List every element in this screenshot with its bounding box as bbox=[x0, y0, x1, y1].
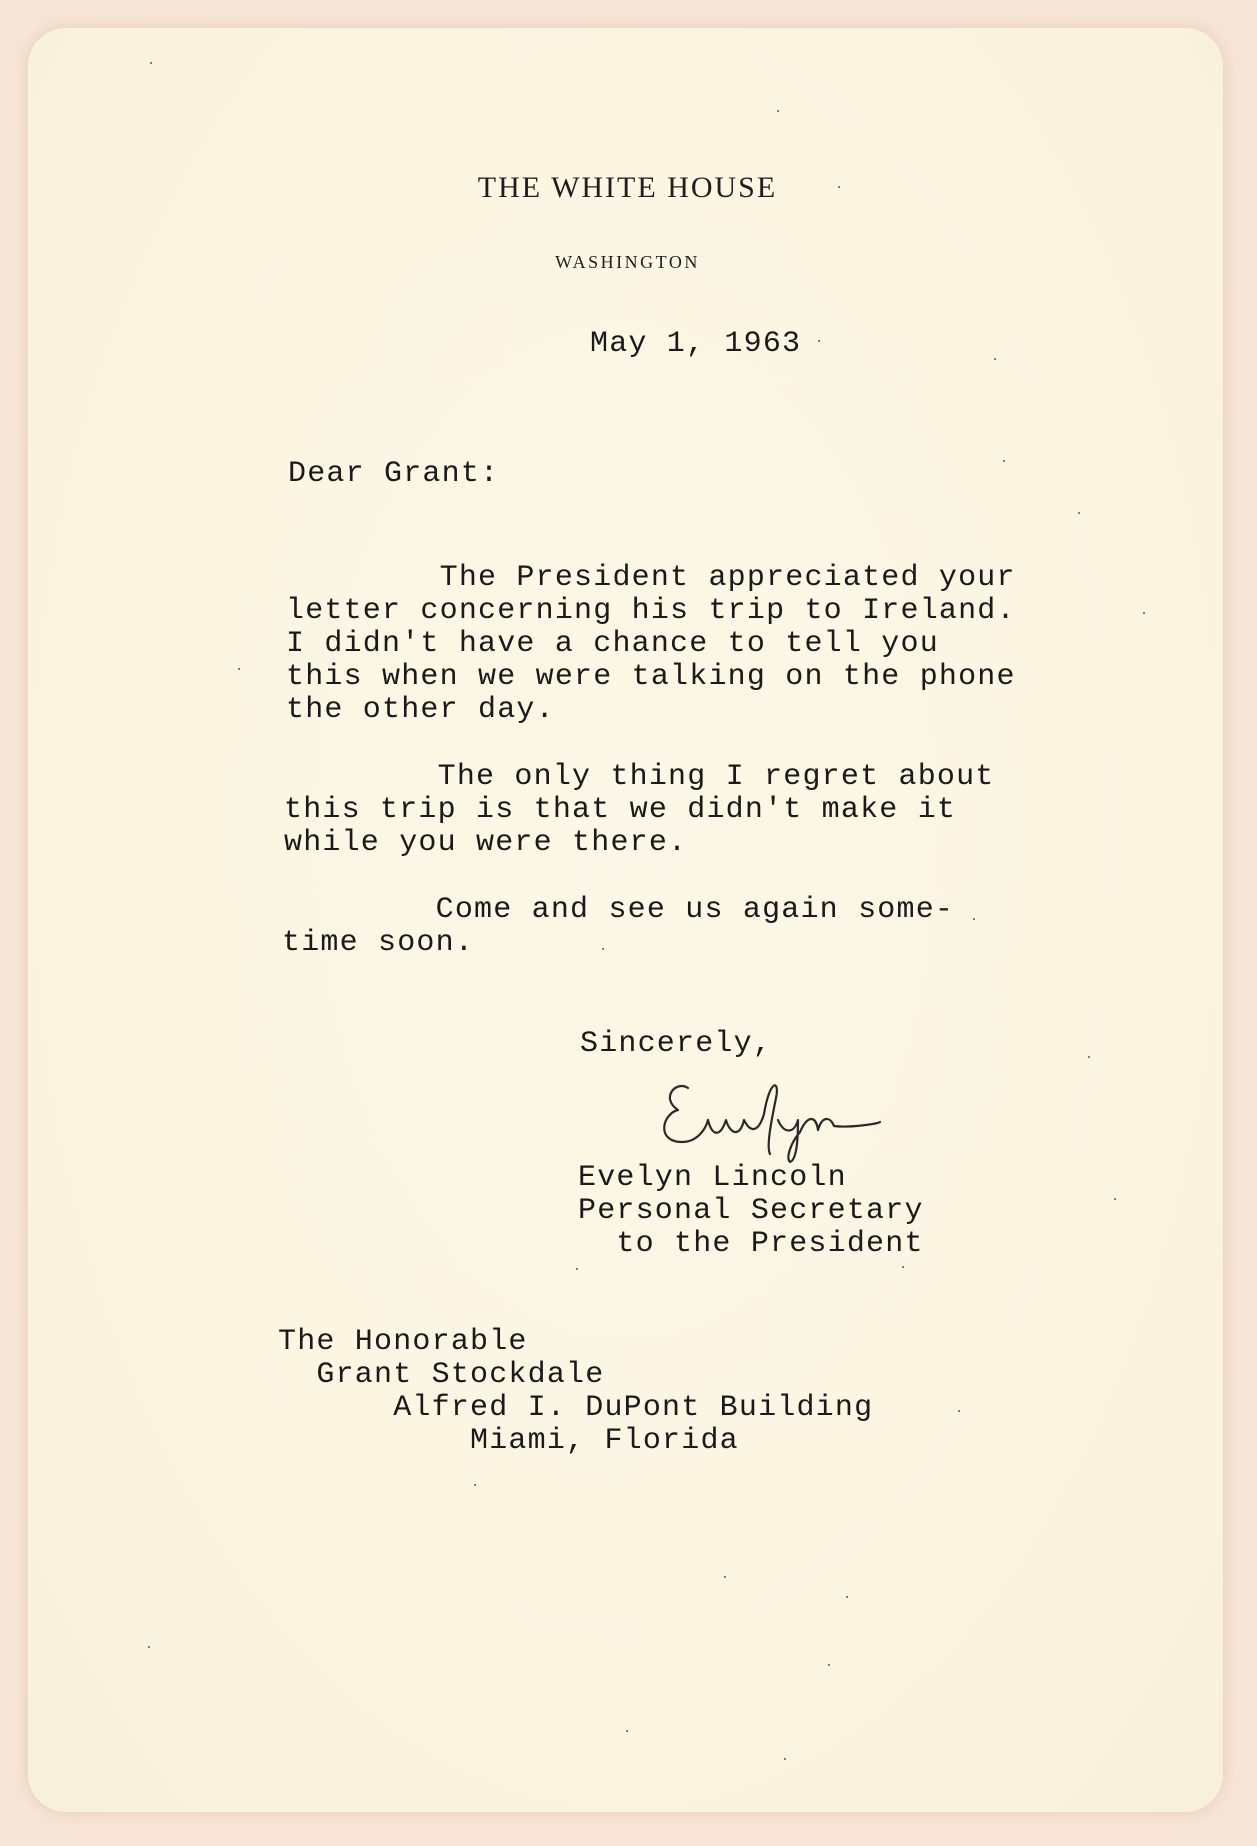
address-line: Miami, Florida bbox=[278, 1424, 739, 1458]
paragraph-line: while you were there. bbox=[284, 826, 688, 860]
paragraph-line: the other day. bbox=[286, 693, 555, 727]
closing: Sincerely, bbox=[580, 1027, 773, 1061]
letterhead-title: THE WHITE HOUSE bbox=[477, 171, 778, 204]
paragraph-line: The President appreciated your bbox=[286, 561, 1016, 595]
signer-title: Personal Secretary bbox=[578, 1194, 924, 1228]
paragraph-line: The only thing I regret about bbox=[284, 760, 995, 794]
paper-speck bbox=[994, 358, 996, 360]
letter-page bbox=[28, 28, 1223, 1812]
paper-speck bbox=[902, 1266, 904, 1268]
address-line: The Honorable bbox=[278, 1325, 528, 1359]
paper-speck bbox=[1114, 1198, 1116, 1200]
address-line: Alfred I. DuPont Building bbox=[278, 1391, 874, 1425]
letterhead-location: WASHINGTON bbox=[555, 252, 700, 272]
paragraph-line: time soon. bbox=[282, 926, 475, 960]
paper-speck bbox=[818, 340, 820, 342]
paper-speck bbox=[602, 948, 604, 950]
paper-speck bbox=[150, 62, 152, 64]
paragraph-line: Come and see us again some- bbox=[282, 893, 955, 927]
paper-speck bbox=[958, 1410, 960, 1412]
paper-speck bbox=[474, 1484, 476, 1486]
address-line: Grant Stockdale bbox=[278, 1358, 605, 1392]
signer-name: Evelyn Lincoln bbox=[578, 1161, 847, 1195]
paper-speck bbox=[846, 1596, 848, 1598]
paper-speck bbox=[1078, 512, 1080, 514]
salutation: Dear Grant: bbox=[288, 457, 500, 491]
paper-speck bbox=[973, 918, 975, 920]
paper-speck bbox=[1143, 612, 1145, 614]
paper-speck bbox=[828, 1664, 830, 1666]
paper-speck bbox=[784, 1758, 786, 1760]
paper-speck bbox=[1003, 460, 1005, 462]
paragraph-line: letter concerning his trip to Ireland. bbox=[286, 594, 1016, 628]
paper-speck bbox=[838, 186, 840, 188]
paragraph-line: this when we were talking on the phone bbox=[286, 660, 1016, 694]
paper-speck bbox=[238, 668, 240, 670]
handwritten-signature bbox=[648, 1058, 888, 1168]
paper-speck bbox=[724, 1576, 726, 1578]
paper-speck bbox=[576, 1268, 578, 1270]
paragraph-line: I didn't have a chance to tell you bbox=[286, 627, 939, 661]
paper-speck bbox=[1088, 1056, 1090, 1058]
paper-speck bbox=[777, 110, 779, 112]
paragraph-line: this trip is that we didn't make it bbox=[284, 793, 957, 827]
paper-speck bbox=[148, 1646, 150, 1648]
paper-speck bbox=[626, 1730, 628, 1732]
letter-date: May 1, 1963 bbox=[590, 327, 802, 361]
signer-title: to the President bbox=[578, 1227, 924, 1261]
